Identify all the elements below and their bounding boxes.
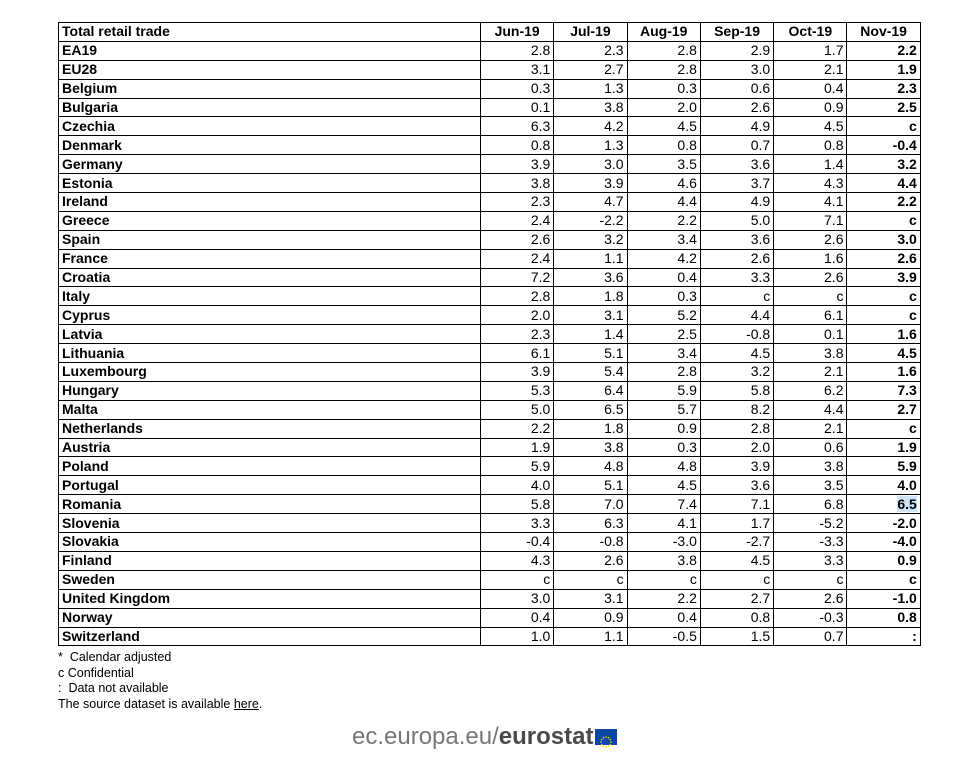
value-cell: c [847,287,920,306]
value-cell: 3.6 [700,476,773,495]
value-cell: -3.3 [774,533,847,552]
value-cell: c [774,287,847,306]
table-row [59,249,921,268]
table-row [59,495,921,514]
flag-star [606,746,608,748]
value-cell: 0.3 [627,79,700,98]
value-cell: 1.8 [554,419,627,438]
value-cell: 0.8 [700,608,773,627]
value-cell: 4.8 [554,457,627,476]
country-cell: Luxembourg [59,363,481,382]
value-cell: 4.2 [554,117,627,136]
value-cell: 2.5 [847,98,920,117]
table-row [59,363,921,382]
table-row [59,570,921,589]
note-confidential [58,666,262,682]
value-cell: 2.8 [700,419,773,438]
header-nov-19: Nov-19 [847,23,920,42]
note-not-available [58,681,262,697]
table-body [59,41,921,646]
value-cell: 2.2 [847,193,920,212]
flag-star [606,736,608,738]
value-cell: 5.4 [554,363,627,382]
value-cell: 3.9 [481,155,554,174]
value-cell: 2.2 [481,419,554,438]
value-cell: 4.5 [627,117,700,136]
value-cell: 6.5 [554,400,627,419]
value-cell: 2.6 [700,98,773,117]
country-cell: Estonia [59,174,481,193]
value-cell: 2.3 [481,325,554,344]
value-cell: 1.6 [847,325,920,344]
table-row [59,400,921,419]
value-cell: 3.0 [554,155,627,174]
value-cell: 4.5 [774,117,847,136]
value-cell: 5.0 [481,400,554,419]
value-cell: 1.6 [774,249,847,268]
value-cell: 3.9 [847,268,920,287]
value-cell: 3.7 [700,174,773,193]
country-cell: Germany [59,155,481,174]
note-text: Data not available [68,681,169,695]
value-cell: 6.1 [774,306,847,325]
value-cell: 6.2 [774,381,847,400]
table-row [59,627,921,646]
value-cell: 0.9 [847,551,920,570]
value-cell: 3.5 [774,476,847,495]
note-symbol: * [58,650,63,664]
value-cell: 3.0 [481,589,554,608]
country-cell: Bulgaria [59,98,481,117]
value-cell: c [847,570,920,589]
value-cell: 3.8 [627,551,700,570]
note-text: Confidential [67,665,134,680]
value-cell: 5.9 [481,457,554,476]
value-cell: c [847,419,920,438]
value-cell: 0.4 [627,268,700,287]
value-cell: 1.3 [554,79,627,98]
value-cell: 3.2 [847,155,920,174]
value-cell: 2.9 [700,41,773,60]
country-cell: EA19 [59,41,481,60]
value-cell: 0.9 [627,419,700,438]
table-row [59,155,921,174]
value-cell: 3.9 [554,174,627,193]
value-cell: 3.8 [481,174,554,193]
value-cell [847,495,920,514]
value-cell: 7.0 [554,495,627,514]
value-cell: 2.3 [554,41,627,60]
value-cell: 2.6 [554,551,627,570]
value-cell: c [847,306,920,325]
value-cell: 2.8 [627,363,700,382]
note-symbol: : [58,681,62,695]
country-cell: Spain [59,230,481,249]
value-cell: -2.2 [554,211,627,230]
flag-star [610,739,612,741]
table-row [59,268,921,287]
value-cell: 2.6 [700,249,773,268]
country-cell: Malta [59,400,481,419]
value-cell: 3.8 [774,457,847,476]
table-row [59,306,921,325]
value-cell: 0.9 [554,608,627,627]
value-cell: 2.7 [554,60,627,79]
logo-brand: eurostat [498,723,594,750]
value-cell: 7.1 [700,495,773,514]
value-cell: 5.9 [847,457,920,476]
value-cell: 2.8 [627,41,700,60]
country-cell: Finland [59,551,481,570]
value-cell: 0.6 [700,79,773,98]
table-row [59,476,921,495]
value-cell: 3.4 [627,344,700,363]
value-cell: 7.2 [481,268,554,287]
table-row [59,193,921,212]
value-cell: 3.6 [554,268,627,287]
value-cell: 6.8 [774,495,847,514]
value-cell: -0.8 [554,533,627,552]
country-cell: Italy [59,287,481,306]
value-cell: 4.9 [700,193,773,212]
country-cell: Greece [59,211,481,230]
country-cell: Croatia [59,268,481,287]
value-cell: c [700,570,773,589]
value-cell: 2.1 [774,60,847,79]
value-cell: c [554,570,627,589]
value-cell: 4.6 [627,174,700,193]
value-cell: 5.8 [700,381,773,400]
value-cell: -2.7 [700,533,773,552]
country-cell: Hungary [59,381,481,400]
value-cell: 3.3 [774,551,847,570]
value-cell: -1.0 [847,589,920,608]
value-cell: -5.2 [774,514,847,533]
value-cell: 6.4 [554,381,627,400]
value-cell: 2.8 [481,287,554,306]
value-cell: 0.4 [481,608,554,627]
value-cell: 0.1 [774,325,847,344]
value-cell: -0.8 [700,325,773,344]
value-cell: 2.6 [847,249,920,268]
value-cell: 3.4 [627,230,700,249]
flag-star [611,741,613,743]
value-cell: 2.1 [774,363,847,382]
country-cell: Norway [59,608,481,627]
value-cell: 4.5 [700,344,773,363]
value-cell: 7.1 [774,211,847,230]
table-row [59,117,921,136]
value-cell: 3.0 [847,230,920,249]
value-cell: 4.4 [774,400,847,419]
note-calendar-adjusted [58,650,262,666]
value-cell: 1.6 [847,363,920,382]
table-row [59,325,921,344]
value-cell: -2.0 [847,514,920,533]
value-cell: 0.7 [774,627,847,646]
value-cell: 0.4 [627,608,700,627]
value-cell: 1.9 [847,438,920,457]
value-cell: 3.3 [700,268,773,287]
table-row [59,287,921,306]
flag-star [601,744,603,746]
value-cell: 0.6 [774,438,847,457]
table-row [59,514,921,533]
value-cell: 3.8 [554,438,627,457]
value-cell: 3.0 [700,60,773,79]
table-header-row [59,23,921,42]
country-cell: EU28 [59,60,481,79]
note-text: Calendar adjusted [69,650,172,664]
value-cell: 0.3 [627,438,700,457]
country-cell: Latvia [59,325,481,344]
table-row [59,438,921,457]
value-cell: 2.2 [627,211,700,230]
flag-star [608,746,610,748]
value-cell: 2.4 [481,211,554,230]
country-cell: Netherlands [59,419,481,438]
value-cell: c [847,211,920,230]
value-cell: 1.4 [774,155,847,174]
value-cell: 4.0 [481,476,554,495]
table-row [59,419,921,438]
value-cell: 2.3 [847,79,920,98]
value-cell: 1.9 [847,60,920,79]
value-cell: 5.7 [627,400,700,419]
value-cell: 4.3 [774,174,847,193]
value-cell: 2.0 [481,306,554,325]
value-cell: 3.6 [700,155,773,174]
country-cell: France [59,249,481,268]
value-cell: 4.7 [554,193,627,212]
table-row [59,344,921,363]
value-cell: -4.0 [847,533,920,552]
value-cell: 6.1 [481,344,554,363]
value-cell: 2.0 [627,98,700,117]
source-text: The source dataset is available [58,696,231,711]
value-cell: 1.4 [554,325,627,344]
value-cell: 4.8 [627,457,700,476]
table-row [59,98,921,117]
value-cell: -3.0 [627,533,700,552]
country-cell: Lithuania [59,344,481,363]
table-row [59,608,921,627]
value-cell: 0.7 [700,136,773,155]
value-cell: 4.1 [774,193,847,212]
source-link[interactable]: here [233,696,259,711]
value-cell: 7.4 [627,495,700,514]
country-cell: Poland [59,457,481,476]
flag-star [601,741,603,743]
table-row [59,60,921,79]
value-cell: 4.9 [700,117,773,136]
table-row [59,533,921,552]
note-source [58,697,262,713]
value-cell: 2.8 [481,41,554,60]
value-cell: 0.8 [774,136,847,155]
value-cell: 6.3 [554,514,627,533]
value-cell: 3.8 [774,344,847,363]
value-cell: 3.8 [554,98,627,117]
table-row [59,457,921,476]
country-cell: Denmark [59,136,481,155]
header-aug-19: Aug-19 [627,23,700,42]
header-total-retail-trade: Total retail trade [59,23,481,42]
value-cell: 4.4 [847,174,920,193]
value-cell: 2.6 [774,268,847,287]
flag-star [610,744,612,746]
table-row [59,41,921,60]
country-cell: United Kingdom [59,589,481,608]
value-cell: c [774,570,847,589]
value-cell: 3.2 [700,363,773,382]
value-cell: 2.6 [774,230,847,249]
source-suffix: . [258,696,263,711]
value-cell: c [481,570,554,589]
value-cell: 2.4 [481,249,554,268]
logo-domain: ec.europa.eu/ [352,723,499,750]
table-row [59,136,921,155]
value-cell: 8.2 [700,400,773,419]
value-cell: 3.5 [627,155,700,174]
value-cell: 5.1 [554,476,627,495]
flag-star [603,737,605,739]
value-cell: c [627,570,700,589]
country-cell: Sweden [59,570,481,589]
value-cell: 2.7 [700,589,773,608]
value-cell: 2.7 [847,400,920,419]
value-cell: 2.6 [481,230,554,249]
value-cell: : [847,627,920,646]
value-cell: 2.2 [627,589,700,608]
header-jun-19: Jun-19 [481,23,554,42]
eu-flag-icon [595,729,617,745]
value-cell: 3.1 [481,60,554,79]
header-jul-19: Jul-19 [554,23,627,42]
country-cell: Ireland [59,193,481,212]
table-row [59,589,921,608]
value-cell: 4.1 [627,514,700,533]
header-sep-19: Sep-19 [700,23,773,42]
value-cell: 5.0 [700,211,773,230]
value-cell: -0.3 [774,608,847,627]
flag-star [603,746,605,748]
value-cell: c [700,287,773,306]
value-cell: 1.0 [481,627,554,646]
country-cell: Czechia [59,117,481,136]
highlighted-value: 6.5 [897,495,917,512]
table-row [59,551,921,570]
note-symbol: c [58,665,65,680]
value-cell: 0.8 [481,136,554,155]
value-cell: 5.3 [481,381,554,400]
country-cell: Romania [59,495,481,514]
country-cell: Austria [59,438,481,457]
value-cell: 3.2 [554,230,627,249]
footnotes [58,650,262,712]
value-cell: 3.1 [554,306,627,325]
value-cell: 0.3 [627,287,700,306]
table-row [59,381,921,400]
value-cell: 2.3 [481,193,554,212]
value-cell: 4.2 [627,249,700,268]
value-cell: 3.1 [554,589,627,608]
country-cell: Switzerland [59,627,481,646]
table-row [59,79,921,98]
value-cell: 5.8 [481,495,554,514]
value-cell: 4.5 [700,551,773,570]
eurostat-logo[interactable] [352,723,617,751]
value-cell: 1.5 [700,627,773,646]
value-cell: 1.8 [554,287,627,306]
value-cell: 5.2 [627,306,700,325]
value-cell: 0.8 [847,608,920,627]
value-cell: 7.3 [847,381,920,400]
value-cell: 1.9 [481,438,554,457]
value-cell: -0.5 [627,627,700,646]
value-cell: -0.4 [481,533,554,552]
value-cell: 2.1 [774,419,847,438]
value-cell: 2.0 [700,438,773,457]
value-cell: 0.3 [481,79,554,98]
value-cell: 0.1 [481,98,554,117]
value-cell: 6.3 [481,117,554,136]
value-cell: 0.8 [627,136,700,155]
eu-flag-stars [595,734,617,750]
value-cell: 0.9 [774,98,847,117]
table-row [59,211,921,230]
country-cell: Cyprus [59,306,481,325]
value-cell: 4.4 [700,306,773,325]
value-cell: 4.0 [847,476,920,495]
value-cell: 4.4 [627,193,700,212]
value-cell: 3.9 [481,363,554,382]
value-cell: 2.8 [627,60,700,79]
table-row [59,230,921,249]
value-cell: 1.1 [554,249,627,268]
country-cell: Slovenia [59,514,481,533]
country-cell: Slovakia [59,533,481,552]
value-cell: -0.4 [847,136,920,155]
value-cell: 1.1 [554,627,627,646]
value-cell: 2.6 [774,589,847,608]
value-cell: 1.7 [700,514,773,533]
table-row [59,174,921,193]
flag-star [601,739,603,741]
value-cell: 2.2 [847,41,920,60]
value-cell: 4.3 [481,551,554,570]
value-cell: 5.9 [627,381,700,400]
value-cell: 1.3 [554,136,627,155]
value-cell: 4.5 [847,344,920,363]
retail-trade-table [58,22,921,646]
value-cell: 3.3 [481,514,554,533]
flag-star [608,737,610,739]
value-cell: 3.9 [700,457,773,476]
value-cell: 1.7 [774,41,847,60]
header-oct-19: Oct-19 [774,23,847,42]
country-cell: Portugal [59,476,481,495]
value-cell: 0.4 [774,79,847,98]
value-cell: 3.6 [700,230,773,249]
value-cell: 4.5 [627,476,700,495]
value-cell: c [847,117,920,136]
value-cell: 2.5 [627,325,700,344]
country-cell: Belgium [59,79,481,98]
value-cell: 5.1 [554,344,627,363]
